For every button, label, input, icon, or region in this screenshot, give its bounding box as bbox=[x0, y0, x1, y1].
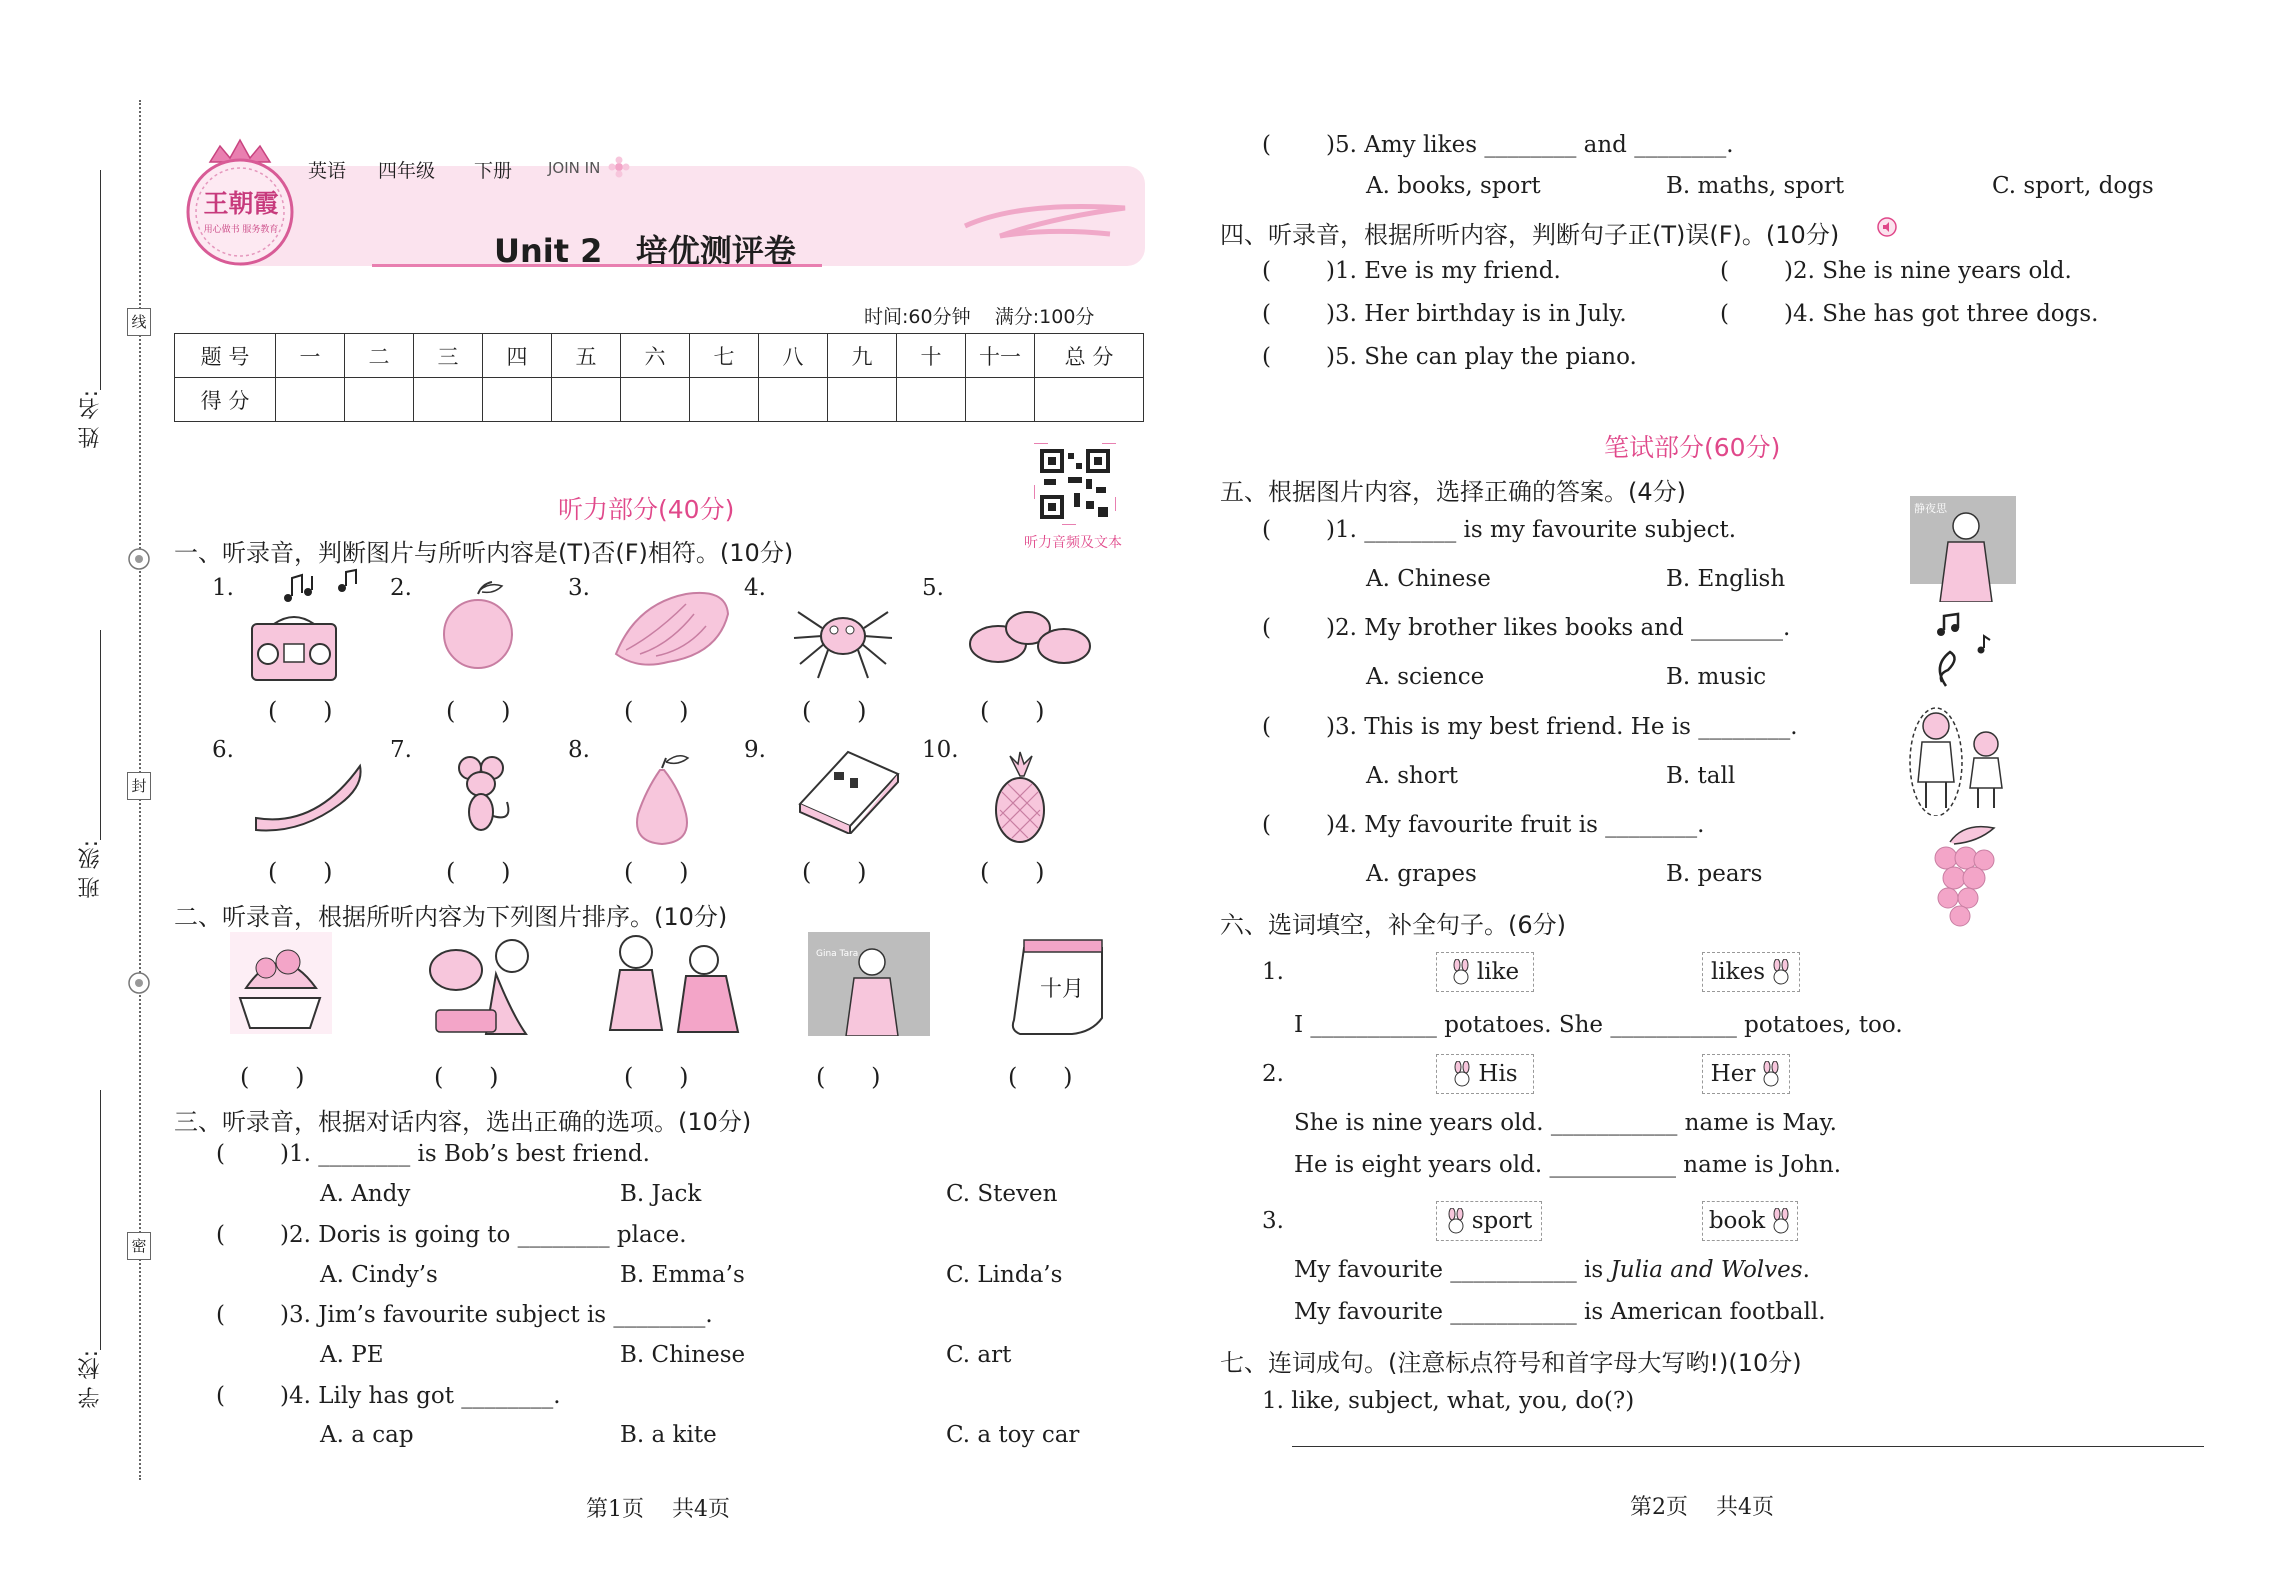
listening-title: 听力部分(40分) bbox=[558, 495, 735, 524]
score-row-label: 得 分 bbox=[175, 378, 276, 422]
rabbit-icon bbox=[1446, 1208, 1466, 1234]
option-c: C. Linda’s bbox=[946, 1262, 1063, 1288]
question-text: )1. ________ is my favourite subject. bbox=[1326, 517, 1737, 543]
item-number: 2. bbox=[390, 575, 412, 601]
punch-hole-icon bbox=[126, 970, 152, 996]
flower-icon bbox=[608, 156, 630, 178]
sec6-title: 六、选词填空，补全句子。(6分) bbox=[1220, 911, 1566, 939]
fill-sentence[interactable]: He is eight years old. ___________ name is John. bbox=[1294, 1152, 1842, 1178]
spider-icon bbox=[788, 586, 898, 686]
question-paren[interactable]: ( bbox=[1262, 301, 1271, 327]
answer-blank[interactable]: ( ) bbox=[802, 697, 867, 725]
question-text: )2. Doris is going to ________ place. bbox=[280, 1222, 687, 1248]
score-input-cell[interactable] bbox=[414, 378, 483, 422]
rabbit-icon bbox=[1771, 959, 1791, 985]
question-paren[interactable]: ( bbox=[1262, 812, 1271, 838]
question-text: )4. My favourite fruit is ________. bbox=[1326, 812, 1705, 838]
question-paren[interactable]: ( bbox=[1262, 517, 1271, 543]
question-text: )4. Lily has got ________. bbox=[280, 1383, 561, 1409]
option-c: C. a toy car bbox=[946, 1422, 1080, 1448]
title-underline bbox=[372, 264, 822, 267]
item-number: 9. bbox=[744, 737, 766, 763]
score-input-cell[interactable] bbox=[966, 378, 1035, 422]
item-number: 8. bbox=[568, 737, 590, 763]
score-header-cell: 十一 bbox=[966, 334, 1035, 378]
option-c: C. sport, dogs bbox=[1992, 173, 2154, 199]
answer-blank[interactable]: ( ) bbox=[268, 858, 333, 886]
item-number: 10. bbox=[922, 737, 959, 763]
answer-blank[interactable]: ( ) bbox=[816, 1063, 881, 1091]
fill-sentence[interactable]: I ___________ potatoes. She ___________ potatoes, too. bbox=[1294, 1012, 1903, 1038]
book-icon bbox=[794, 744, 904, 834]
score-header-cell: 八 bbox=[759, 334, 828, 378]
option-c: C. art bbox=[946, 1342, 1012, 1368]
option-b: B. a kite bbox=[620, 1422, 717, 1448]
answer-blank[interactable]: ( ) bbox=[802, 858, 867, 886]
option-a: A. books, sport bbox=[1366, 173, 1541, 199]
pineapple-icon bbox=[988, 750, 1052, 846]
potatoes-icon bbox=[964, 604, 1094, 668]
score-input-cell[interactable] bbox=[690, 378, 759, 422]
word-option: sport bbox=[1471, 1208, 1533, 1234]
footer-page-2: 第2页 共4页 bbox=[1630, 1495, 1774, 1520]
score-input-cell[interactable] bbox=[552, 378, 621, 422]
rabbit-icon bbox=[1761, 1061, 1781, 1087]
score-input-cell[interactable] bbox=[828, 378, 897, 422]
question-paren[interactable]: ( bbox=[216, 1383, 225, 1409]
answer-blank[interactable]: ( ) bbox=[446, 858, 511, 886]
fill-sentence[interactable]: My favourite ___________ is American football. bbox=[1294, 1299, 1826, 1325]
grapes-icon bbox=[1920, 822, 2006, 928]
reorder-question: 1. like, subject, what, you, do(?) bbox=[1262, 1388, 1635, 1414]
class-label: 班 级: bbox=[78, 840, 103, 899]
answer-blank[interactable]: ( ) bbox=[624, 1063, 689, 1091]
option-a: A. Andy bbox=[320, 1181, 411, 1207]
punch-hole-icon bbox=[126, 546, 152, 572]
score-table-header-row bbox=[175, 334, 1144, 378]
score-table bbox=[174, 333, 1144, 422]
question-paren[interactable]: ( bbox=[1262, 615, 1271, 641]
cabbage-icon bbox=[606, 584, 736, 674]
option-b: B. Chinese bbox=[620, 1342, 746, 1368]
rabbit-icon bbox=[1452, 1061, 1472, 1087]
word-box bbox=[1436, 1054, 1534, 1094]
statement: )4. She has got three dogs. bbox=[1784, 301, 2099, 327]
brush-stroke-icon bbox=[960, 196, 1130, 246]
option-a: A. science bbox=[1366, 664, 1485, 690]
word-option: book bbox=[1708, 1208, 1766, 1234]
radio-icon bbox=[244, 568, 370, 688]
statement: )3. Her birthday is in July. bbox=[1326, 301, 1627, 327]
word-box bbox=[1702, 952, 1800, 992]
subject-label: 英语 bbox=[308, 160, 347, 182]
qr-caption: 听力音频及文本 bbox=[1024, 535, 1122, 551]
speaker-icon bbox=[1876, 216, 1898, 238]
score-header-cell: 九 bbox=[828, 334, 897, 378]
grade-label: 四年级 bbox=[378, 160, 436, 182]
qr-code[interactable] bbox=[1034, 443, 1116, 525]
fill-sentence[interactable] bbox=[1294, 1257, 1810, 1283]
brand-slogan: 用心做书 服务教育 bbox=[203, 225, 279, 235]
option-a: A. PE bbox=[320, 1342, 384, 1368]
item-number: 7. bbox=[390, 737, 412, 763]
answer-blank[interactable]: ( ) bbox=[980, 858, 1045, 886]
music-notes-icon bbox=[1930, 610, 2000, 690]
footer-page-1: 第1页 共4页 bbox=[586, 1497, 730, 1522]
banana-icon bbox=[250, 752, 370, 832]
group-number: 3. bbox=[1262, 1208, 1284, 1234]
sec2-title: 二、听录音，根据所听内容为下列图片排序。(10分) bbox=[174, 903, 728, 931]
option-a: A. Chinese bbox=[1366, 566, 1491, 592]
score-input-cell[interactable] bbox=[621, 378, 690, 422]
teacher-classroom-icon bbox=[808, 932, 930, 1036]
question-text: )1. ________ is Bob’s best friend. bbox=[280, 1141, 650, 1167]
score-header-cell: 六 bbox=[621, 334, 690, 378]
volume-label: 下册 bbox=[474, 160, 513, 182]
sec3-title: 三、听录音，根据对话内容，选出正确的选项。(10分) bbox=[174, 1108, 752, 1136]
sentence-part: . bbox=[1802, 1257, 1810, 1283]
class-line bbox=[100, 630, 101, 840]
option-b: B. English bbox=[1666, 566, 1786, 592]
answer-blank[interactable]: ( ) bbox=[980, 697, 1045, 725]
word-box bbox=[1436, 1201, 1542, 1241]
option-a: A. a cap bbox=[320, 1422, 414, 1448]
score-input-cell[interactable] bbox=[759, 378, 828, 422]
book-title: Julia and Wolves bbox=[1610, 1257, 1803, 1283]
question-text: )3. This is my best friend. He is ________. bbox=[1326, 714, 1798, 740]
orange-icon bbox=[438, 576, 518, 676]
option-b: B. Jack bbox=[620, 1181, 702, 1207]
score-header-cell: 十 bbox=[897, 334, 966, 378]
two-boys-icon bbox=[1906, 704, 2018, 816]
question-paren[interactable]: ( bbox=[216, 1302, 225, 1328]
answer-line[interactable] bbox=[1292, 1446, 2204, 1447]
word-box bbox=[1436, 952, 1534, 992]
teacher-board-text: 静夜思 bbox=[1914, 502, 1947, 515]
score-header-cell: 总 分 bbox=[1035, 334, 1144, 378]
question-text: )3. Jim’s favourite subject is ________. bbox=[280, 1302, 713, 1328]
brand-name: 王朝霞 bbox=[203, 189, 279, 218]
item-number: 6. bbox=[212, 737, 234, 763]
score-header-cell: 题 号 bbox=[175, 334, 276, 378]
option-b: B. Emma’s bbox=[620, 1262, 745, 1288]
question-paren[interactable]: ( bbox=[1720, 301, 1729, 327]
score-input-cell[interactable] bbox=[897, 378, 966, 422]
statement: )5. She can play the piano. bbox=[1326, 344, 1637, 370]
word-option: likes bbox=[1710, 959, 1766, 985]
mark-feng: 封 bbox=[127, 772, 151, 800]
item-number: 5. bbox=[922, 575, 944, 601]
answer-blank[interactable]: ( ) bbox=[434, 1063, 499, 1091]
fill-sentence[interactable]: She is nine years old. ___________ name is May. bbox=[1294, 1110, 1837, 1136]
option-a: A. grapes bbox=[1366, 861, 1477, 887]
group-number: 2. bbox=[1262, 1061, 1284, 1087]
score-header-cell: 七 bbox=[690, 334, 759, 378]
sec1-title: 一、听录音，判断图片与所听内容是(T)否(F)相符。(10分) bbox=[174, 539, 794, 567]
option-b: B. maths, sport bbox=[1666, 173, 1845, 199]
word-box bbox=[1702, 1201, 1798, 1241]
score-header-cell: 五 bbox=[552, 334, 621, 378]
option-a: A. Cindy’s bbox=[320, 1262, 438, 1288]
word-box bbox=[1702, 1054, 1790, 1094]
item-number: 4. bbox=[744, 575, 766, 601]
score-header-cell: 四 bbox=[483, 334, 552, 378]
name-line bbox=[100, 170, 101, 390]
answer-blank[interactable]: ( ) bbox=[240, 1063, 305, 1091]
option-b: B. music bbox=[1666, 664, 1767, 690]
dog-and-woman-icon bbox=[416, 930, 546, 1038]
page-title: Unit 2 培优测评卷 bbox=[494, 232, 796, 270]
name-label: 姓 名: bbox=[78, 390, 103, 449]
pear-icon bbox=[626, 752, 696, 848]
question-paren[interactable]: ( bbox=[1262, 344, 1271, 370]
mark-mi: 密 bbox=[127, 1232, 151, 1260]
word-option: like bbox=[1476, 959, 1520, 985]
sec5-title: 五、根据图片内容，选择正确的答案。(4分) bbox=[1220, 478, 1686, 506]
score-input-cell[interactable] bbox=[483, 378, 552, 422]
word-option: His bbox=[1478, 1061, 1518, 1087]
rabbit-icon bbox=[1451, 959, 1471, 985]
question-paren[interactable]: ( bbox=[216, 1222, 225, 1248]
writing-title: 笔试部分(60分) bbox=[1604, 433, 1781, 462]
sec7-title: 七、连词成句。(注意标点符号和首字母大写哟!)(10分) bbox=[1220, 1349, 1802, 1377]
statement: )1. Eve is my friend. bbox=[1326, 258, 1561, 284]
item-number: 3. bbox=[568, 575, 590, 601]
mark-xian: 线 bbox=[127, 308, 151, 336]
answer-blank[interactable]: ( ) bbox=[624, 858, 689, 886]
question-paren[interactable]: ( bbox=[1720, 258, 1729, 284]
mouse-icon bbox=[446, 752, 516, 844]
sec4-title: 四、听录音，根据所听内容，判断句子正(T)误(F)。(10分) bbox=[1220, 221, 1840, 249]
sentence-part: My favourite ___________ is bbox=[1294, 1257, 1611, 1283]
edition-label: JOIN IN bbox=[548, 159, 601, 177]
statement: )2. She is nine years old. bbox=[1784, 258, 2072, 284]
time-info: 时间:60分钟 满分:100分 bbox=[864, 306, 1095, 328]
school-line bbox=[100, 1090, 101, 1350]
calendar-text: 十月 bbox=[1040, 977, 1085, 1002]
rabbit-icon bbox=[1771, 1208, 1791, 1234]
group-number: 1. bbox=[1262, 959, 1284, 985]
score-input-cell[interactable] bbox=[345, 378, 414, 422]
score-header-cell: 三 bbox=[414, 334, 483, 378]
word-option: Her bbox=[1710, 1061, 1756, 1087]
question-text: )2. My brother likes books and ________. bbox=[1326, 615, 1791, 641]
question-paren[interactable]: ( bbox=[216, 1141, 225, 1167]
birthday-girls-icon bbox=[596, 930, 746, 1038]
question-text: )5. Amy likes ________ and ________. bbox=[1326, 132, 1734, 158]
question-paren[interactable]: ( bbox=[1262, 714, 1271, 740]
answer-blank[interactable]: ( ) bbox=[1008, 1063, 1073, 1091]
fruit-basket-icon bbox=[226, 928, 336, 1038]
question-paren[interactable]: ( bbox=[1262, 258, 1271, 284]
option-a: A. short bbox=[1366, 763, 1458, 789]
score-input-cell[interactable] bbox=[1035, 378, 1144, 422]
question-paren[interactable]: ( bbox=[1262, 132, 1271, 158]
option-c: C. Steven bbox=[946, 1181, 1058, 1207]
score-header-cell: 二 bbox=[345, 334, 414, 378]
answer-blank[interactable]: ( ) bbox=[268, 697, 333, 725]
option-b: B. pears bbox=[1666, 861, 1763, 887]
school-label: 学 校: bbox=[78, 1350, 103, 1409]
item-number: 1. bbox=[212, 575, 234, 601]
score-header-cell: 一 bbox=[276, 334, 345, 378]
score-table-score-row bbox=[175, 378, 1144, 422]
answer-blank[interactable]: ( ) bbox=[624, 697, 689, 725]
option-b: B. tall bbox=[1666, 763, 1736, 789]
answer-blank[interactable]: ( ) bbox=[446, 697, 511, 725]
score-input-cell[interactable] bbox=[276, 378, 345, 422]
board-text: Gina Tara bbox=[816, 949, 859, 959]
